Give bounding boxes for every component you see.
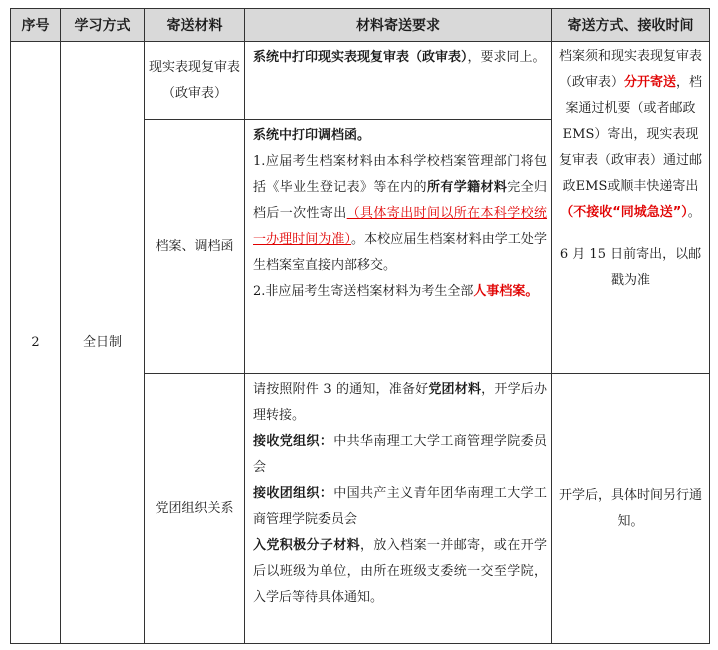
requirement-political-review: 系统中打印现实表现复审表（政审表），要求同上。 <box>245 42 552 120</box>
send-deadline: 6 月 15 日前寄出，以邮戳为准 <box>559 247 702 288</box>
material-archive: 档案、调档函 <box>145 120 245 374</box>
header-study-mode: 学习方式 <box>61 9 145 42</box>
study-mode: 全日制 <box>61 42 145 644</box>
header-send-method: 寄送方式、接收时间 <box>552 9 710 42</box>
requirement-party-relations: 请按照附件 3 的通知，准备好党团材料，开学后办理转接。 接收党组织：中共华南理工大学工商管理学院委员会 接收团组织：中国共产主义青年团华南理工大学工商管理学院委员会 入党积极分子材料，放入档案一并邮寄，或在开学后以班级为单位，由所在班级支委统一交至学院，入学后等待具体通知。 <box>245 374 552 644</box>
requirements-table <box>10 8 710 644</box>
material-party-relations: 党团组织关系 <box>145 374 245 644</box>
requirement-archive: 系统中打印调档函。 1.应届考生档案材料由本科学校档案管理部门将包括《毕业生登记表》等在内的所有学籍材料完全归档后一次性寄出（具体寄出时间以所在本科学校统一办理时间为准）。本校应届生档案材料由学工处学生档案室直接内部移交。 2.非应届考生寄送档案材料为考生全部人事档案。 <box>245 120 552 374</box>
header-requirements: 材料寄送要求 <box>245 9 552 42</box>
material-political-review: 现实表现复审表（政审表） <box>145 42 245 120</box>
send-method-party: 开学后，具体时间另行通知。 <box>552 374 710 644</box>
row-number: 2 <box>11 42 61 644</box>
header-row <box>11 9 710 42</box>
table-row <box>11 42 710 120</box>
header-number: 序号 <box>11 9 61 42</box>
send-method-archive: 档案须和现实表现复审表（政审表）分开寄送，档案通过机要（或者邮政 EMS）寄出，现实表现复审表（政审表）通过邮政EMS或顺丰快递寄出（不接收“同城急送”）。 6 月 15 日前寄出，以邮戳为准 <box>552 42 710 374</box>
header-material: 寄送材料 <box>145 9 245 42</box>
